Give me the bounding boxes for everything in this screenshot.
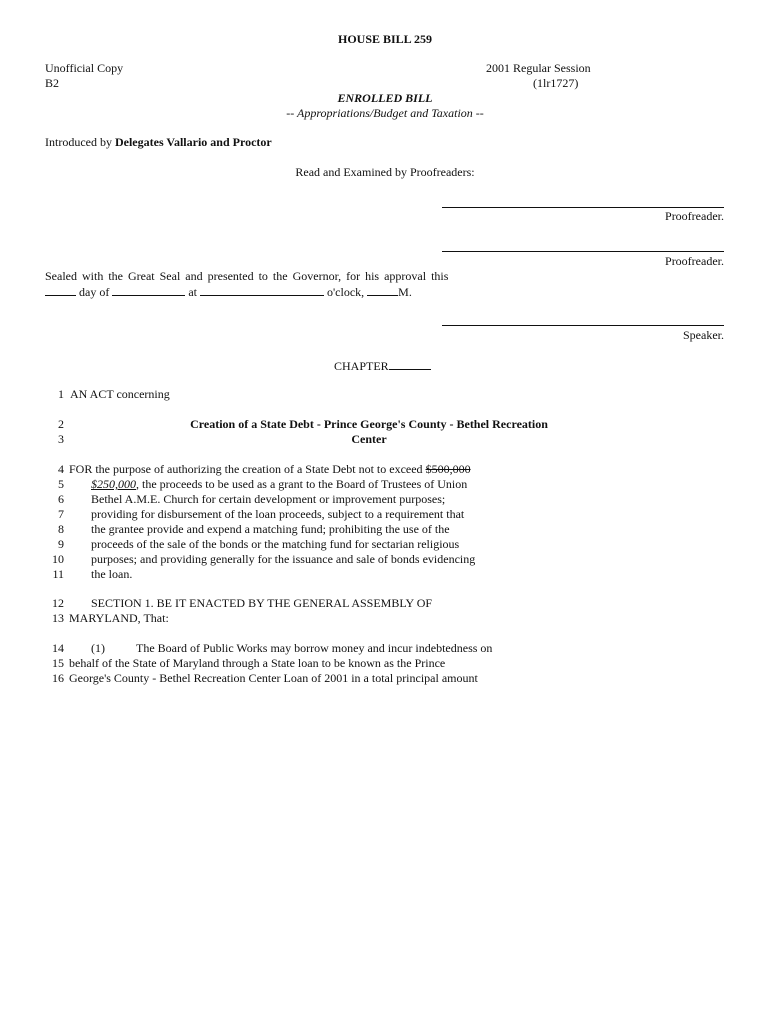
- oclock-text: o'clock,: [327, 285, 365, 299]
- line-number: 11: [52, 567, 64, 581]
- sponsors: Delegates Vallario and Proctor: [114, 135, 272, 149]
- struck-amount: $500,000: [425, 462, 471, 476]
- session-label: 2001 Regular Session: [486, 61, 591, 75]
- subsection-1-line-16: George's County - Bethel Recreation Center Loan of 2001 in a total principal amount: [69, 671, 478, 685]
- purpose-line-10: purposes; and providing generally for the issuance and sale of bonds evidencing: [91, 552, 476, 566]
- drafting-number: (1lr1727): [533, 76, 579, 90]
- month-blank: [112, 284, 185, 296]
- at-text: at: [188, 285, 197, 299]
- line-number: 13: [52, 611, 64, 625]
- line-number: 3: [58, 432, 64, 446]
- proofreader-signature-line-1: [442, 207, 724, 208]
- subsection-1-text: The Board of Public Works may borrow money and incur indebtedness on: [136, 641, 493, 655]
- day-of-text: day of: [79, 285, 110, 299]
- proofreader-signature-line-2: [442, 251, 724, 252]
- line-number: 16: [52, 671, 64, 685]
- enrolled-bill-label: ENROLLED BILL: [337, 91, 433, 105]
- line-number: 15: [52, 656, 64, 670]
- act-concerning: AN ACT concerning: [70, 387, 170, 401]
- line-number: 9: [58, 537, 64, 551]
- chapter-label: CHAPTER: [334, 359, 389, 373]
- proofreader-label-2: Proofreader.: [665, 254, 724, 268]
- sealed-line-1: Sealed with the Great Seal and presented to the Governor, for his approval this: [45, 269, 449, 283]
- purpose-line-5: [91, 477, 467, 492]
- line-number: 1: [58, 387, 64, 401]
- purpose-line-8: the grantee provide and expend a matching fund; prohibiting the use of the: [91, 522, 450, 536]
- committee-label: -- Appropriations/Budget and Taxation --: [286, 106, 484, 120]
- introduced-by-prefix: Introduced by: [45, 135, 112, 149]
- line-number: 7: [58, 507, 64, 521]
- proofreader-label-1: Proofreader.: [665, 209, 724, 223]
- speaker-signature-line: [442, 325, 724, 326]
- introduced-by-line: [45, 135, 272, 150]
- section-1-continuation: MARYLAND, That:: [69, 611, 169, 625]
- inserted-amount: $250,000: [91, 477, 136, 491]
- purpose-line-6: Bethel A.M.E. Church for certain development or improvement purposes;: [91, 492, 446, 506]
- purpose-line-4: [69, 462, 471, 477]
- chapter-blank: [389, 358, 431, 370]
- line-number: 2: [58, 417, 64, 431]
- day-blank: [45, 284, 76, 296]
- time-blank: [200, 284, 324, 296]
- chapter-line: [334, 358, 431, 374]
- line-number: 12: [52, 596, 64, 610]
- line-number: 14: [52, 641, 64, 655]
- line-number: 8: [58, 522, 64, 536]
- line-number: 10: [52, 552, 64, 566]
- act-title-line-2: Center: [351, 432, 387, 446]
- meridiem-blank: [367, 284, 398, 296]
- m-text: M.: [398, 285, 412, 299]
- sealed-line-2: [45, 284, 412, 300]
- act-title-line-1: Creation of a State Debt - Prince George's County - Bethel Recreation: [190, 417, 548, 431]
- section-1-heading: SECTION 1. BE IT ENACTED BY THE GENERAL ASSEMBLY OF: [91, 596, 433, 610]
- purpose-line-9: proceeds of the sale of the bonds or the matching fund for sectarian religious: [91, 537, 460, 551]
- line-number: 4: [58, 462, 64, 476]
- bill-title: HOUSE BILL 259: [337, 32, 433, 46]
- subsection-1-line-15: behalf of the State of Maryland through a State loan to be known as the Prince: [69, 656, 446, 670]
- unofficial-copy-label: Unofficial Copy: [45, 61, 124, 75]
- bill-code: B2: [45, 76, 60, 90]
- purpose-line-7: providing for disbursement of the loan proceeds, subject to a requirement that: [91, 507, 465, 521]
- subsection-1-number: (1): [91, 641, 105, 655]
- proofreaders-heading: Read and Examined by Proofreaders:: [295, 165, 475, 179]
- line-number: 6: [58, 492, 64, 506]
- purpose-line-11: the loan.: [91, 567, 133, 581]
- speaker-label: Speaker.: [683, 328, 724, 342]
- purpose-text: FOR the purpose of authorizing the creation of a State Debt not to exceed: [69, 462, 423, 476]
- purpose-text: , the proceeds to be used as a grant to the Board of Trustees of Union: [136, 477, 468, 491]
- line-number: 5: [58, 477, 64, 491]
